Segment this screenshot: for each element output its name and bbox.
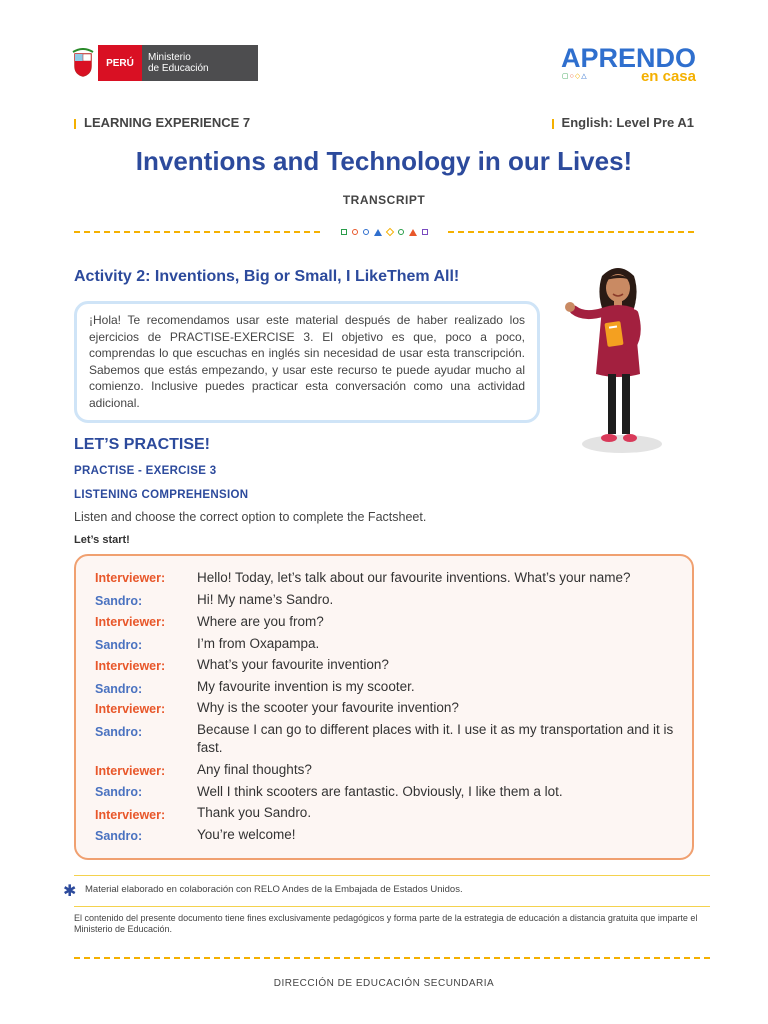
ministry-line-1: Ministerio: [148, 52, 191, 63]
ministry-line-2: de Educación: [148, 63, 209, 74]
speaker-label: Sandro:: [95, 594, 143, 608]
dialogue-line: Thank you Sandro.: [197, 805, 312, 820]
speaker-label: Sandro:: [95, 682, 143, 696]
aprendo-en-casa-logo: [560, 44, 696, 84]
speaker-label: Sandro:: [95, 638, 143, 652]
learning-experience: LEARNING EXPERIENCE 7: [74, 115, 250, 130]
dialogue-line: Where are you from?: [197, 614, 324, 629]
dialogue-line: Hello! Today, let’s talk about our favourite inventions. What’s your name?: [197, 570, 631, 585]
decorative-shapes-icon: [330, 226, 438, 238]
dialogue-line: Because I can go to different places with it. I use it as my transportation and it is fast.: [197, 722, 674, 755]
speaker-label: Interviewer:: [95, 659, 166, 673]
speaker-label: Interviewer:: [95, 571, 166, 585]
collaboration-note: Material elaborado en colaboración con RELO Andes de la Embajada de Estados Unidos.: [85, 884, 463, 895]
asterisk-icon: ✱: [63, 883, 77, 900]
dialogue-line: What’s your favourite invention?: [197, 657, 389, 672]
speaker-label: Sandro:: [95, 785, 143, 799]
department-name: DIRECCIÓN DE EDUCACIÓN SECUNDARIA: [273, 978, 495, 989]
instruction-text: Listen and choose the correct option to complete the Factsheet.: [74, 510, 427, 524]
listening-label: LISTENING COMPREHENSION: [74, 489, 249, 501]
student-illustration: [552, 262, 672, 458]
page-title: Inventions and Technology in our Lives!: [135, 146, 633, 176]
disclaimer-text: El contenido del presente documento tiene fines exclusivamente pedagógicos y forma parte de la estrategia de educación a distancia gratuita que imparte el Ministerio de Educación.: [74, 913, 698, 934]
transcript-box: [74, 554, 694, 860]
ministry-name: [142, 45, 258, 81]
speaker-label: Interviewer:: [95, 615, 166, 629]
dialogue-line: Hi! My name’s Sandro.: [197, 592, 334, 607]
ministry-logo: [68, 45, 258, 81]
speaker-label: Interviewer:: [95, 702, 166, 716]
page-subtitle: TRANSCRIPT: [342, 193, 426, 207]
dialogue-line: Any final thoughts?: [197, 762, 312, 777]
english-level: English: Level Pre A1: [552, 115, 694, 130]
footer-dashed-divider: [74, 957, 710, 959]
footer-divider: [74, 875, 710, 876]
speaker-label: Sandro:: [95, 829, 143, 843]
activity-heading: Activity 2: Inventions, Big or Small, I LikeThem All!: [74, 268, 460, 285]
divider-left: [74, 231, 320, 233]
brand-main: APRENDO: [560, 43, 696, 73]
section-heading: LET’S PRACTISE!: [74, 436, 211, 453]
brand-sub: en casa: [640, 68, 696, 85]
speaker-label: Interviewer:: [95, 808, 166, 822]
peru-label: PERÚ: [98, 45, 142, 81]
divider-right: [448, 231, 694, 233]
brand-dots-icon: ▢○◇△: [562, 73, 588, 80]
dialogue-line: Well I think scooters are fantastic. Obviously, I like them a lot.: [197, 784, 563, 799]
dialogue-line: My favourite invention is my scooter.: [197, 679, 415, 694]
exercise-label: PRACTISE - EXERCISE 3: [74, 465, 217, 477]
intro-box: ¡Hola! Te recomendamos usar este material después de haber realizado los ejercicios de PRACTISE-EXERCISE 3. El objetivo es que, poco a poco, comprendas lo que escuchas en inglés sin necesidad de usar esta transcripción. Sabemos que estás empezando, y usar este recurso te puede ayudar mucho al comienzo. Inclusive puedes practicar esta conversación como una actividad adicional.: [74, 301, 540, 423]
dialogue-line: I’m from Oxapampa.: [197, 636, 320, 651]
speaker-label: Interviewer:: [95, 764, 166, 778]
dialogue-line: Why is the scooter your favourite invention?: [197, 700, 459, 715]
speaker-label: Sandro:: [95, 725, 143, 739]
dialogue-line: You’re welcome!: [197, 827, 296, 842]
lets-start-label: Let’s start!: [74, 534, 130, 546]
coat-of-arms-icon: [68, 45, 98, 81]
footer-divider: [74, 906, 710, 907]
